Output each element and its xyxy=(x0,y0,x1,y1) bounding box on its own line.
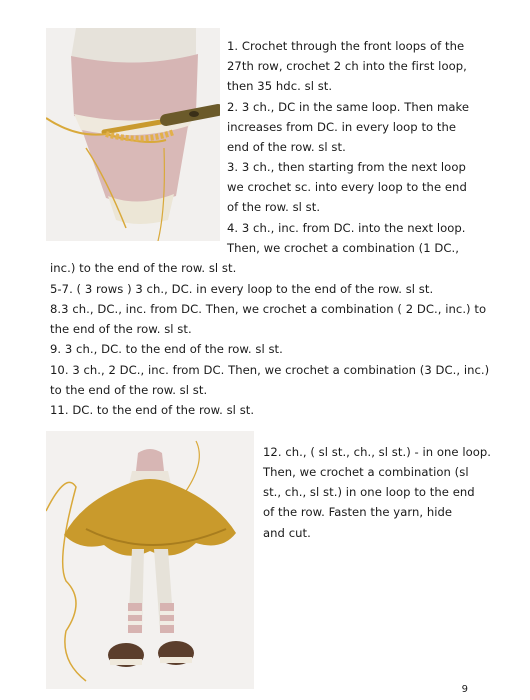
step-line: 2. 3 ch., DC in the same loop. Then make xyxy=(227,100,470,114)
doll-with-yellow-skirt-photo xyxy=(46,431,254,689)
step-line: 5-7. ( 3 rows ) 3 ch., DC. in every loop to the end of the row. sl st. xyxy=(50,282,434,296)
step-line: 11. DC. to the end of the row. sl st. xyxy=(50,403,255,417)
step-line: 1. Crochet through the front loops of the xyxy=(227,39,465,53)
step-line: we crochet sc. into every loop to the end xyxy=(227,180,467,194)
step-line: end of the row. sl st. xyxy=(227,140,346,154)
step-line: 4. 3 ch., inc. from DC. into the next loop. xyxy=(227,221,466,235)
step-line: 27th row, crochet 2 ch into the first loop, xyxy=(227,59,467,73)
crochet-skirt-photo xyxy=(46,28,220,241)
step-line: 8.3 ch., DC., inc. from DC. Then, we crochet a combination ( 2 DC., inc.) to xyxy=(50,302,487,316)
page-number: 9 xyxy=(461,684,468,695)
step-line: Then, we crochet a combination (sl xyxy=(263,465,469,479)
finished-doll-photo xyxy=(46,431,254,689)
step-line: and cut. xyxy=(263,526,311,540)
step-line: to the end of the row. sl st. xyxy=(50,383,208,397)
crochet-hook-skirt-photo xyxy=(46,28,220,241)
step-line: 3. 3 ch., then starting from the next loop xyxy=(227,160,466,174)
step-line: 12. ch., ( sl st., ch., sl st.) - in one loop. xyxy=(263,445,492,459)
step-line: Then, we crochet a combination (1 DC., xyxy=(227,241,460,255)
step-line: 9. 3 ch., DC. to the end of the row. sl st. xyxy=(50,342,283,356)
step-line: inc.) to the end of the row. sl st. xyxy=(50,261,237,275)
step-line: then 35 hdc. sl st. xyxy=(227,79,333,93)
step-line: of the row. Fasten the yarn, hide xyxy=(263,505,453,519)
step-line: the end of the row. sl st. xyxy=(50,322,192,336)
step-line: 10. 3 ch., 2 DC., inc. from DC. Then, we crochet a combination (3 DC., inc.) xyxy=(50,363,490,377)
step-line: of the row. sl st. xyxy=(227,200,321,214)
step-line: increases from DC. in every loop to the xyxy=(227,120,457,134)
step-line: st., ch., sl st.) in one loop to the end xyxy=(263,485,475,499)
